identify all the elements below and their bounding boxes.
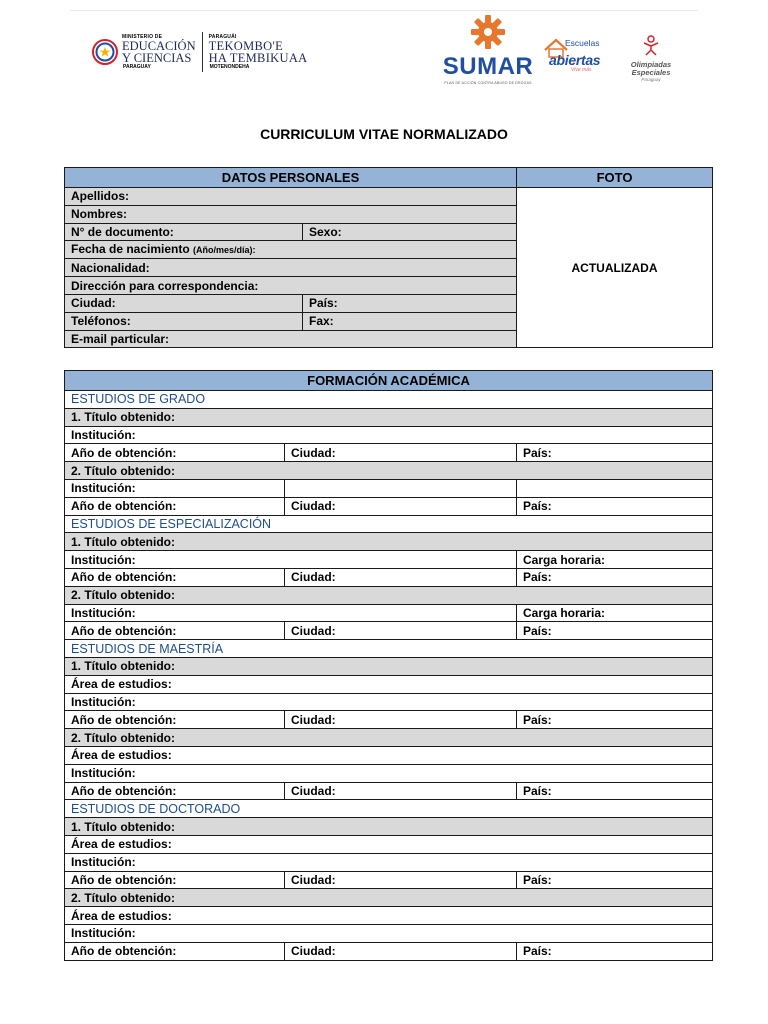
mae-institucion-1[interactable]: Institución: — [65, 693, 713, 711]
escuelas-main: abiertas — [549, 52, 601, 68]
doc-area-1[interactable]: Área de estudios: — [65, 835, 713, 853]
mae-area-2[interactable]: Área de estudios: — [65, 746, 713, 764]
personal-header: DATOS PERSONALES — [65, 168, 517, 188]
nombres-field[interactable]: Nombres: — [65, 205, 517, 223]
apellidos-field[interactable]: Apellidos: — [65, 188, 517, 206]
mae-area-1[interactable]: Área de estudios: — [65, 675, 713, 693]
esp-ciudad-1[interactable]: Ciudad: — [285, 568, 517, 586]
grado-institucion-1[interactable]: Institución: — [65, 426, 713, 444]
mec-line2: EDUCACIÓN — [122, 38, 196, 53]
doc-area-2[interactable]: Área de estudios: — [65, 907, 713, 925]
doc-anio-2[interactable]: Año de obtención: — [65, 942, 285, 960]
mae-anio-2[interactable]: Año de obtención: — [65, 782, 285, 800]
header-logos — [0, 0, 768, 100]
escuelas-tag: Vive más — [571, 67, 592, 73]
fecha-format: (Año/mes/día): — [193, 245, 256, 256]
section-grado: ESTUDIOS DE GRADO — [65, 391, 713, 409]
esp-pais-1[interactable]: País: — [517, 568, 713, 586]
esp-institucion-2[interactable]: Institución: — [65, 604, 517, 622]
mae-titulo-2[interactable]: 2. Título obtenido: — [65, 729, 713, 747]
grado-institucion-2-blank[interactable] — [285, 479, 517, 497]
telefonos-field[interactable]: Teléfonos: — [65, 312, 303, 330]
esp-anio-1[interactable]: Año de obtención: — [65, 568, 285, 586]
doc-ciudad-2[interactable]: Ciudad: — [285, 942, 517, 960]
sumar-logo — [440, 14, 536, 85]
esp-titulo-2[interactable]: 2. Título obtenido: — [65, 586, 713, 604]
doc-anio-1[interactable]: Año de obtención: — [65, 871, 285, 889]
esp-institucion-1[interactable]: Institución: — [65, 551, 517, 569]
esp-pais-2[interactable]: País: — [517, 622, 713, 640]
pais-field[interactable]: País: — [303, 294, 517, 312]
mec-line1: MINISTERIO DE — [122, 33, 163, 40]
documento-field[interactable]: N° de documento: — [65, 223, 303, 241]
olimpiadas-line3: Paraguay — [641, 76, 661, 82]
ciudad-field[interactable]: Ciudad: — [65, 294, 303, 312]
paraguay-emblem-icon — [92, 39, 118, 65]
olimpiadas-figure-icon — [640, 34, 662, 56]
guarani-line1: PARAGUÁI — [208, 33, 237, 40]
grado-titulo-1[interactable]: 1. Título obtenido: — [65, 408, 713, 426]
esp-titulo-1[interactable]: 1. Título obtenido: — [65, 533, 713, 551]
grado-ciudad-1[interactable]: Ciudad: — [285, 444, 517, 462]
mae-ciudad-1[interactable]: Ciudad: — [285, 711, 517, 729]
mae-institucion-2[interactable]: Institución: — [65, 764, 713, 782]
mec-line3: Y CIENCIAS — [122, 51, 192, 65]
guarani-line2: TEKOMBO'E — [208, 38, 284, 53]
escuelas-abiertas-logo — [543, 38, 605, 78]
mae-pais-1[interactable]: País: — [517, 711, 713, 729]
doc-institucion-1[interactable]: Institución: — [65, 853, 713, 871]
grado-pais-2[interactable]: País: — [517, 497, 713, 515]
sumar-wordmark: SUMAR — [442, 53, 534, 80]
doc-pais-2[interactable]: País: — [517, 942, 713, 960]
doc-institucion-2[interactable]: Institución: — [65, 924, 713, 942]
logo-divider — [202, 32, 203, 72]
photo-box[interactable]: ACTUALIZADA — [517, 188, 713, 348]
section-maestria: ESTUDIOS DE MAESTRÍA — [65, 640, 713, 658]
section-especializacion: ESTUDIOS DE ESPECIALIZACIÓN — [65, 515, 713, 533]
mae-ciudad-2[interactable]: Ciudad: — [285, 782, 517, 800]
escuelas-top: Escuelas — [565, 38, 600, 48]
top-rule — [70, 10, 698, 11]
doc-titulo-1[interactable]: 1. Título obtenido: — [65, 818, 713, 836]
mec-logo — [92, 32, 307, 72]
academic-header: FORMACIÓN ACADÉMICA — [65, 371, 713, 391]
email-field[interactable]: E-mail particular: — [65, 330, 517, 348]
mec-line4: PARAGUAY — [123, 63, 151, 70]
mae-anio-1[interactable]: Año de obtención: — [65, 711, 285, 729]
esp-carga-2[interactable]: Carga horaria: — [517, 604, 713, 622]
esp-ciudad-2[interactable]: Ciudad: — [285, 622, 517, 640]
grado-anio-2[interactable]: Año de obtención: — [65, 497, 285, 515]
direccion-field[interactable]: Dirección para correspondencia: — [65, 277, 517, 295]
sexo-field[interactable]: Sexo: — [303, 223, 517, 241]
olimpiadas-line1: Olimpiadas — [630, 60, 672, 69]
grado-anio-1[interactable]: Año de obtención: — [65, 444, 285, 462]
mae-titulo-1[interactable]: 1. Título obtenido: — [65, 657, 713, 675]
olimpiadas-logo — [623, 34, 679, 82]
grado-institucion-2[interactable]: Institución: — [65, 479, 285, 497]
section-doctorado: ESTUDIOS DE DOCTORADO — [65, 800, 713, 818]
personal-data-table — [64, 167, 713, 348]
photo-header: FOTO — [517, 168, 713, 188]
doc-pais-1[interactable]: País: — [517, 871, 713, 889]
olimpiadas-line2: Especiales — [631, 67, 671, 77]
guarani-line3: HA TEMBIKUAA — [208, 51, 308, 65]
guarani-line4: MOTENONDEHA — [209, 63, 250, 70]
academic-table — [64, 370, 713, 961]
doc-ciudad-1[interactable]: Ciudad: — [285, 871, 517, 889]
fax-field[interactable]: Fax: — [303, 312, 517, 330]
grado-titulo-2[interactable]: 2. Título obtenido: — [65, 462, 713, 480]
page-title: CURRICULUM VITAE NORMALIZADO — [260, 126, 508, 142]
mae-pais-2[interactable]: País: — [517, 782, 713, 800]
esp-carga-1[interactable]: Carga horaria: — [517, 551, 713, 569]
nacionalidad-field[interactable]: Nacionalidad: — [65, 259, 517, 277]
grado-institucion-2-blank2[interactable] — [517, 479, 713, 497]
fecha-nacimiento-field[interactable] — [65, 241, 517, 259]
grado-ciudad-2[interactable]: Ciudad: — [285, 497, 517, 515]
fecha-label: Fecha de nacimiento — [71, 242, 190, 257]
grado-pais-1[interactable]: País: — [517, 444, 713, 462]
doc-titulo-2[interactable]: 2. Título obtenido: — [65, 889, 713, 907]
esp-anio-2[interactable]: Año de obtención: — [65, 622, 285, 640]
sumar-gear-icon — [470, 14, 506, 52]
sumar-tagline: PLAN DE ACCIÓN CONTRA ABUSO DE DROGAS — [444, 81, 532, 85]
